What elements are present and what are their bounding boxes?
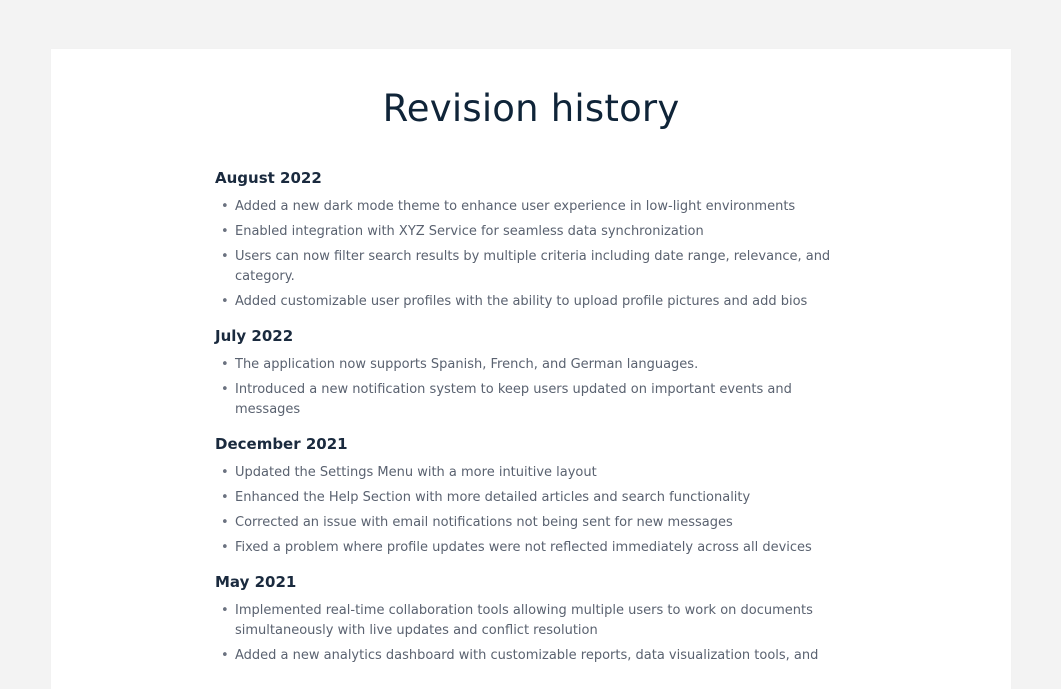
change-item xyxy=(215,222,855,242)
change-text: Implemented real-time collaboration tools allowing multiple users to work on documents simultaneously with live updates and conflict resolution xyxy=(235,603,813,638)
page-title: Revision history xyxy=(382,87,680,130)
change-item xyxy=(215,197,855,217)
change-item xyxy=(215,380,855,420)
change-item xyxy=(215,646,855,666)
section-heading: August 2022 xyxy=(215,169,322,187)
change-text: Added a new analytics dashboard with customizable reports, data visualization tools, and xyxy=(235,648,819,663)
change-text: Enhanced the Help Section with more detailed articles and search functionality xyxy=(235,490,751,505)
bullet-icon: • xyxy=(221,540,229,555)
change-item xyxy=(215,292,855,312)
section-heading: December 2021 xyxy=(215,435,348,453)
bullet-icon: • xyxy=(221,294,229,309)
change-list xyxy=(215,601,855,666)
section-heading: July 2022 xyxy=(215,327,294,345)
bullet-icon: • xyxy=(221,224,229,239)
revision-section-august-2022 xyxy=(215,169,855,312)
revision-section-may-2021 xyxy=(215,573,855,666)
change-list xyxy=(215,355,855,420)
change-text: Added a new dark mode theme to enhance user experience in low-light environments xyxy=(235,199,796,214)
change-list xyxy=(215,197,855,312)
change-text: Added customizable user profiles with the ability to upload profile pictures and add bios xyxy=(235,294,808,309)
change-text: Enabled integration with XYZ Service for seamless data synchronization xyxy=(235,224,704,239)
change-text: Fixed a problem where profile updates were not reflected immediately across all devices xyxy=(235,540,812,555)
change-item xyxy=(215,538,855,558)
change-text: Introduced a new notification system to keep users updated on important events and messages xyxy=(235,382,792,417)
bullet-icon: • xyxy=(221,357,229,372)
change-item xyxy=(215,247,855,287)
change-item xyxy=(215,513,855,533)
bullet-icon: • xyxy=(221,490,229,505)
change-item xyxy=(215,355,855,375)
change-text: Updated the Settings Menu with a more intuitive layout xyxy=(235,465,597,480)
bullet-icon: • xyxy=(221,249,229,264)
section-heading: May 2021 xyxy=(215,573,297,591)
bullet-icon: • xyxy=(221,515,229,530)
bullet-icon: • xyxy=(221,603,229,618)
bullet-icon: • xyxy=(221,648,229,663)
revision-section-december-2021 xyxy=(215,435,855,558)
change-item xyxy=(215,601,855,641)
bullet-icon: • xyxy=(221,199,229,214)
change-text: Corrected an issue with email notifications not being sent for new messages xyxy=(235,515,733,530)
change-item xyxy=(215,463,855,483)
revision-history-card xyxy=(51,49,1011,689)
revision-section-july-2022 xyxy=(215,327,855,420)
bullet-icon: • xyxy=(221,465,229,480)
change-item xyxy=(215,488,855,508)
change-text: Users can now filter search results by multiple criteria including date range, relevance, and category. xyxy=(235,249,831,284)
change-text: The application now supports Spanish, French, and German languages. xyxy=(235,357,699,372)
revision-list xyxy=(215,169,855,681)
change-list xyxy=(215,463,855,558)
bullet-icon: • xyxy=(221,382,229,397)
